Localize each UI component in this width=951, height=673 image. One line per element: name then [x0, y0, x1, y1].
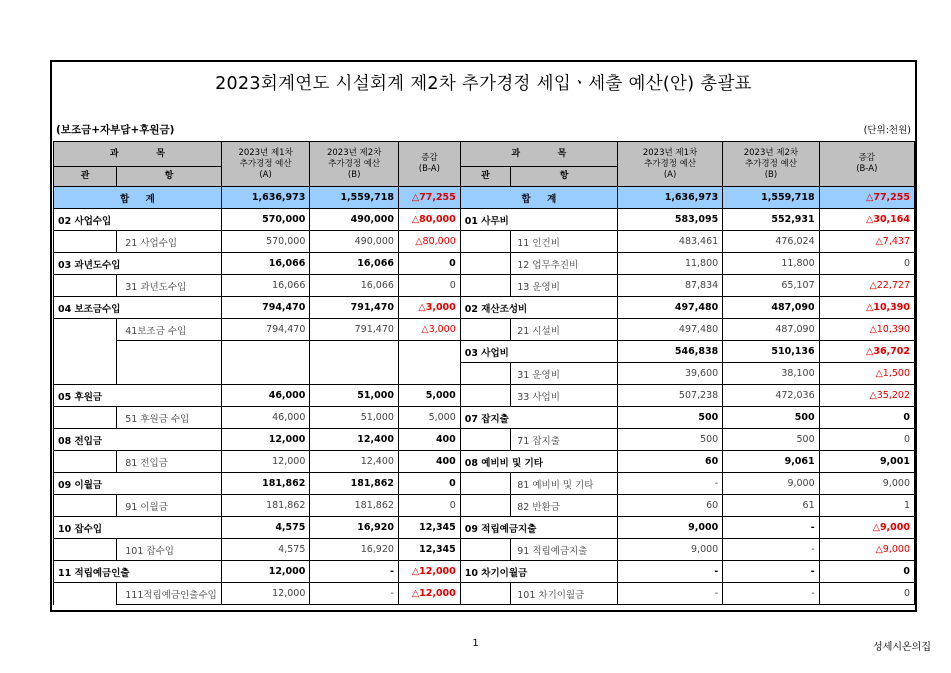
- revenue-b-cell: -: [310, 561, 399, 583]
- expense-diff-cell: 0: [819, 407, 914, 429]
- page-number: 1: [472, 638, 479, 649]
- revenue-a-cell: 12,000: [221, 561, 310, 583]
- revenue-gwan-cell: 02 사업수입: [54, 209, 222, 231]
- table-row: [54, 363, 915, 385]
- total-rev-a: 1,636,973: [221, 187, 310, 209]
- expense-b-cell: 11,800: [723, 253, 819, 275]
- revenue-diff-cell: 0: [398, 495, 460, 517]
- expense-b-cell: 38,100: [723, 363, 819, 385]
- expense-gwan-blank: [460, 253, 510, 275]
- revenue-gwan-cell: 04 보조금수입: [54, 297, 222, 319]
- revenue-gwan-blank: [54, 583, 117, 605]
- expense-hang-cell: 91 적립예금지출: [511, 539, 618, 561]
- header-col-a-expense: 2023년 제1차 추가경정 예산 (A): [617, 142, 722, 187]
- revenue-hang-cell: 21 사업수입: [117, 231, 222, 253]
- revenue-a-cell: 570,000: [221, 209, 310, 231]
- revenue-diff-cell: 0: [398, 253, 460, 275]
- revenue-gwan-blank: [54, 451, 117, 473]
- revenue-diff-cell: [398, 363, 460, 385]
- table-body: [54, 209, 915, 605]
- revenue-a-cell: 794,470: [221, 297, 310, 319]
- revenue-diff-cell: 0: [398, 275, 460, 297]
- revenue-hang-cell: 41보조금 수입: [117, 319, 222, 341]
- revenue-a-cell: [221, 363, 310, 385]
- revenue-b-cell: [310, 341, 399, 363]
- expense-gwan-cell: 02 재산조성비: [460, 297, 617, 319]
- table-row: [54, 583, 915, 605]
- revenue-a-cell: 794,470: [221, 319, 310, 341]
- expense-b-cell: -: [723, 583, 819, 605]
- table-row: [54, 495, 915, 517]
- expense-a-cell: -: [617, 583, 722, 605]
- revenue-b-cell: 51,000: [310, 385, 399, 407]
- expense-diff-cell: △9,000: [819, 517, 914, 539]
- header-hang-expense: 항: [511, 167, 618, 187]
- header-gwa-mok-expense: 과 목: [460, 142, 617, 167]
- expense-gwan-blank: [460, 385, 510, 407]
- expense-b-cell: -: [723, 561, 819, 583]
- revenue-diff-cell: △12,000: [398, 583, 460, 605]
- unit-label: (단위:천원): [863, 125, 911, 136]
- table-row: [54, 297, 915, 319]
- revenue-hang-cell: 81 전입금: [117, 451, 222, 473]
- expense-gwan-blank: [460, 539, 510, 561]
- expense-diff-cell: 0: [819, 583, 914, 605]
- expense-a-cell: -: [617, 473, 722, 495]
- revenue-gwan-blank: [54, 275, 117, 297]
- revenue-b-cell: 791,470: [310, 319, 399, 341]
- revenue-b-cell: 12,400: [310, 451, 399, 473]
- expense-a-cell: 39,600: [617, 363, 722, 385]
- expense-b-cell: -: [723, 539, 819, 561]
- revenue-gwan-cell: 08 전입금: [54, 429, 222, 451]
- revenue-diff-cell: 5,000: [398, 385, 460, 407]
- revenue-a-cell: 181,862: [221, 473, 310, 495]
- expense-hang-cell: 33 사업비: [511, 385, 618, 407]
- revenue-diff-cell: △80,000: [398, 231, 460, 253]
- revenue-b-cell: 51,000: [310, 407, 399, 429]
- expense-b-cell: 510,136: [723, 341, 819, 363]
- expense-gwan-blank: [460, 495, 510, 517]
- expense-diff-cell: 9,001: [819, 451, 914, 473]
- expense-gwan-blank: [460, 429, 510, 451]
- total-exp-a: 1,636,973: [617, 187, 722, 209]
- revenue-a-cell: 46,000: [221, 385, 310, 407]
- revenue-b-cell: 12,400: [310, 429, 399, 451]
- expense-gwan-cell: 09 적립예금지출: [460, 517, 617, 539]
- table-row: [54, 429, 915, 451]
- revenue-diff-cell: △3,000: [398, 297, 460, 319]
- expense-diff-cell: △7,437: [819, 231, 914, 253]
- expense-a-cell: 500: [617, 407, 722, 429]
- document-title: 2023회계연도 시설회계 제2차 추가경정 세입ㆍ세출 예산(안) 총괄표: [215, 74, 752, 94]
- expense-gwan-cell: 03 사업비: [460, 341, 617, 363]
- header-col-b-expense: 2023년 제2차 추가경정 예산 (B): [723, 142, 819, 187]
- header-gwa-mok-revenue: 과 목: [54, 142, 222, 167]
- total-label-revenue: 합 계: [54, 187, 222, 209]
- expense-diff-cell: △22,727: [819, 275, 914, 297]
- expense-hang-cell: 21 시설비: [511, 319, 618, 341]
- revenue-b-cell: 490,000: [310, 231, 399, 253]
- revenue-b-cell: 490,000: [310, 209, 399, 231]
- expense-b-cell: 500: [723, 429, 819, 451]
- expense-diff-cell: △36,702: [819, 341, 914, 363]
- header-diff-expense: 증감 (B-A): [819, 142, 914, 187]
- budget-summary-table: [53, 141, 915, 605]
- expense-diff-cell: 0: [819, 429, 914, 451]
- header-hang-revenue: 항: [117, 167, 222, 187]
- document-subtitle: (보조금+자부담+후원금): [56, 124, 175, 136]
- total-rev-diff: △77,255: [398, 187, 460, 209]
- revenue-hang-cell: 111적립예금인출수입: [117, 583, 222, 605]
- expense-b-cell: 9,000: [723, 473, 819, 495]
- revenue-a-cell: 570,000: [221, 231, 310, 253]
- revenue-a-cell: 16,066: [221, 253, 310, 275]
- revenue-diff-cell: 400: [398, 429, 460, 451]
- table-row: [54, 517, 915, 539]
- expense-b-cell: -: [723, 517, 819, 539]
- expense-b-cell: 9,061: [723, 451, 819, 473]
- revenue-a-cell: 4,575: [221, 517, 310, 539]
- revenue-a-cell: 46,000: [221, 407, 310, 429]
- expense-diff-cell: △35,202: [819, 385, 914, 407]
- expense-a-cell: 60: [617, 451, 722, 473]
- revenue-diff-cell: [398, 341, 460, 363]
- revenue-diff-cell: 12,345: [398, 517, 460, 539]
- expense-diff-cell: 9,000: [819, 473, 914, 495]
- header-row-1: [54, 142, 915, 167]
- expense-hang-cell: 82 반환금: [511, 495, 618, 517]
- expense-gwan-blank: [460, 363, 510, 385]
- table-row: [54, 451, 915, 473]
- expense-b-cell: 500: [723, 407, 819, 429]
- expense-gwan-cell: 07 잡지출: [460, 407, 617, 429]
- revenue-b-cell: 16,066: [310, 253, 399, 275]
- expense-diff-cell: 0: [819, 561, 914, 583]
- revenue-hang-cell: 91 이월금: [117, 495, 222, 517]
- revenue-gwan-cell: 03 과년도수입: [54, 253, 222, 275]
- revenue-diff-cell: 0: [398, 473, 460, 495]
- revenue-a-cell: 12,000: [221, 583, 310, 605]
- total-exp-b: 1,559,718: [723, 187, 819, 209]
- expense-hang-cell: 31 운영비: [511, 363, 618, 385]
- expense-b-cell: 552,931: [723, 209, 819, 231]
- table-row: [54, 209, 915, 231]
- expense-gwan-cell: 08 예비비 및 기타: [460, 451, 617, 473]
- table-row: [54, 275, 915, 297]
- revenue-gwan-cell: 05 후원금: [54, 385, 222, 407]
- expense-hang-cell: 101 차기이월금: [511, 583, 618, 605]
- revenue-a-cell: 181,862: [221, 495, 310, 517]
- revenue-diff-cell: 400: [398, 451, 460, 473]
- total-row: [54, 187, 915, 209]
- expense-a-cell: 9,000: [617, 517, 722, 539]
- revenue-gwan-blank: [54, 539, 117, 561]
- expense-b-cell: 487,090: [723, 319, 819, 341]
- expense-hang-cell: 81 예비비 및 기타: [511, 473, 618, 495]
- expense-a-cell: 546,838: [617, 341, 722, 363]
- expense-diff-cell: 1: [819, 495, 914, 517]
- revenue-a-cell: [221, 341, 310, 363]
- revenue-gwan-blank: [54, 363, 117, 385]
- table-row: [54, 385, 915, 407]
- table-row: [54, 539, 915, 561]
- expense-hang-cell: 71 잡지출: [511, 429, 618, 451]
- expense-gwan-blank: [460, 583, 510, 605]
- expense-b-cell: 476,024: [723, 231, 819, 253]
- header-col-a-revenue: 2023년 제1차 추가경정 예산 (A): [221, 142, 310, 187]
- revenue-diff-cell: △80,000: [398, 209, 460, 231]
- expense-a-cell: 497,480: [617, 297, 722, 319]
- revenue-b-cell: [310, 363, 399, 385]
- expense-a-cell: 9,000: [617, 539, 722, 561]
- revenue-diff-cell: 5,000: [398, 407, 460, 429]
- revenue-gwan-cell: 09 이월금: [54, 473, 222, 495]
- expense-diff-cell: △10,390: [819, 319, 914, 341]
- expense-a-cell: 500: [617, 429, 722, 451]
- revenue-b-cell: 16,920: [310, 517, 399, 539]
- revenue-diff-cell: △3,000: [398, 319, 460, 341]
- revenue-b-cell: 791,470: [310, 297, 399, 319]
- expense-a-cell: 483,461: [617, 231, 722, 253]
- expense-gwan-blank: [460, 473, 510, 495]
- expense-b-cell: 472,036: [723, 385, 819, 407]
- total-rev-b: 1,559,718: [310, 187, 399, 209]
- expense-hang-cell: 13 운영비: [511, 275, 618, 297]
- header-gwan-expense: 관: [460, 167, 510, 187]
- revenue-gwan-blank: [54, 231, 117, 253]
- header-diff-revenue: 증감 (B-A): [398, 142, 460, 187]
- organization-name: 성세시온의집: [873, 642, 931, 653]
- expense-hang-cell: 11 인건비: [511, 231, 618, 253]
- expense-diff-cell: △9,000: [819, 539, 914, 561]
- total-label-expense: 합 계: [460, 187, 617, 209]
- revenue-hang-cell: 51 후원금 수입: [117, 407, 222, 429]
- expense-gwan-cell: 01 사무비: [460, 209, 617, 231]
- revenue-b-cell: 16,920: [310, 539, 399, 561]
- revenue-gwan-cell: 11 적립예금인출: [54, 561, 222, 583]
- table-row: [54, 231, 915, 253]
- expense-a-cell: 87,834: [617, 275, 722, 297]
- revenue-diff-cell: △12,000: [398, 561, 460, 583]
- expense-a-cell: -: [617, 561, 722, 583]
- revenue-gwan-cell: 10 잡수입: [54, 517, 222, 539]
- revenue-gwan-blank: [54, 495, 117, 517]
- expense-gwan-blank: [460, 319, 510, 341]
- expense-gwan-blank: [460, 231, 510, 253]
- revenue-gwan-blank: [54, 341, 117, 363]
- revenue-a-cell: 12,000: [221, 451, 310, 473]
- header-col-b-revenue: 2023년 제2차 추가경정 예산 (B): [310, 142, 399, 187]
- expense-diff-cell: △30,164: [819, 209, 914, 231]
- revenue-b-cell: 181,862: [310, 473, 399, 495]
- expense-gwan-cell: 10 차기이월금: [460, 561, 617, 583]
- expense-b-cell: 487,090: [723, 297, 819, 319]
- revenue-a-cell: 4,575: [221, 539, 310, 561]
- expense-b-cell: 65,107: [723, 275, 819, 297]
- expense-a-cell: 11,800: [617, 253, 722, 275]
- revenue-hang-cell: 101 잡수입: [117, 539, 222, 561]
- expense-b-cell: 61: [723, 495, 819, 517]
- expense-diff-cell: △1,500: [819, 363, 914, 385]
- revenue-hang-blank: [117, 341, 222, 363]
- revenue-a-cell: 16,066: [221, 275, 310, 297]
- revenue-gwan-blank: [54, 319, 117, 341]
- table-row: [54, 319, 915, 341]
- expense-diff-cell: 0: [819, 253, 914, 275]
- expense-a-cell: 497,480: [617, 319, 722, 341]
- revenue-b-cell: -: [310, 583, 399, 605]
- revenue-hang-cell: 31 과년도수입: [117, 275, 222, 297]
- expense-a-cell: 507,238: [617, 385, 722, 407]
- revenue-diff-cell: 12,345: [398, 539, 460, 561]
- revenue-a-cell: 12,000: [221, 429, 310, 451]
- revenue-gwan-blank: [54, 407, 117, 429]
- table-row: [54, 341, 915, 363]
- expense-hang-cell: 12 업무추진비: [511, 253, 618, 275]
- table-row: [54, 473, 915, 495]
- expense-a-cell: 583,095: [617, 209, 722, 231]
- expense-gwan-blank: [460, 275, 510, 297]
- expense-a-cell: 60: [617, 495, 722, 517]
- header-gwan-revenue: 관: [54, 167, 117, 187]
- table-row: [54, 561, 915, 583]
- revenue-hang-blank: [117, 363, 222, 385]
- table-row: [54, 253, 915, 275]
- document-frame: [50, 60, 917, 612]
- expense-diff-cell: △10,390: [819, 297, 914, 319]
- revenue-b-cell: 16,066: [310, 275, 399, 297]
- table-row: [54, 407, 915, 429]
- revenue-b-cell: 181,862: [310, 495, 399, 517]
- total-exp-diff: △77,255: [819, 187, 914, 209]
